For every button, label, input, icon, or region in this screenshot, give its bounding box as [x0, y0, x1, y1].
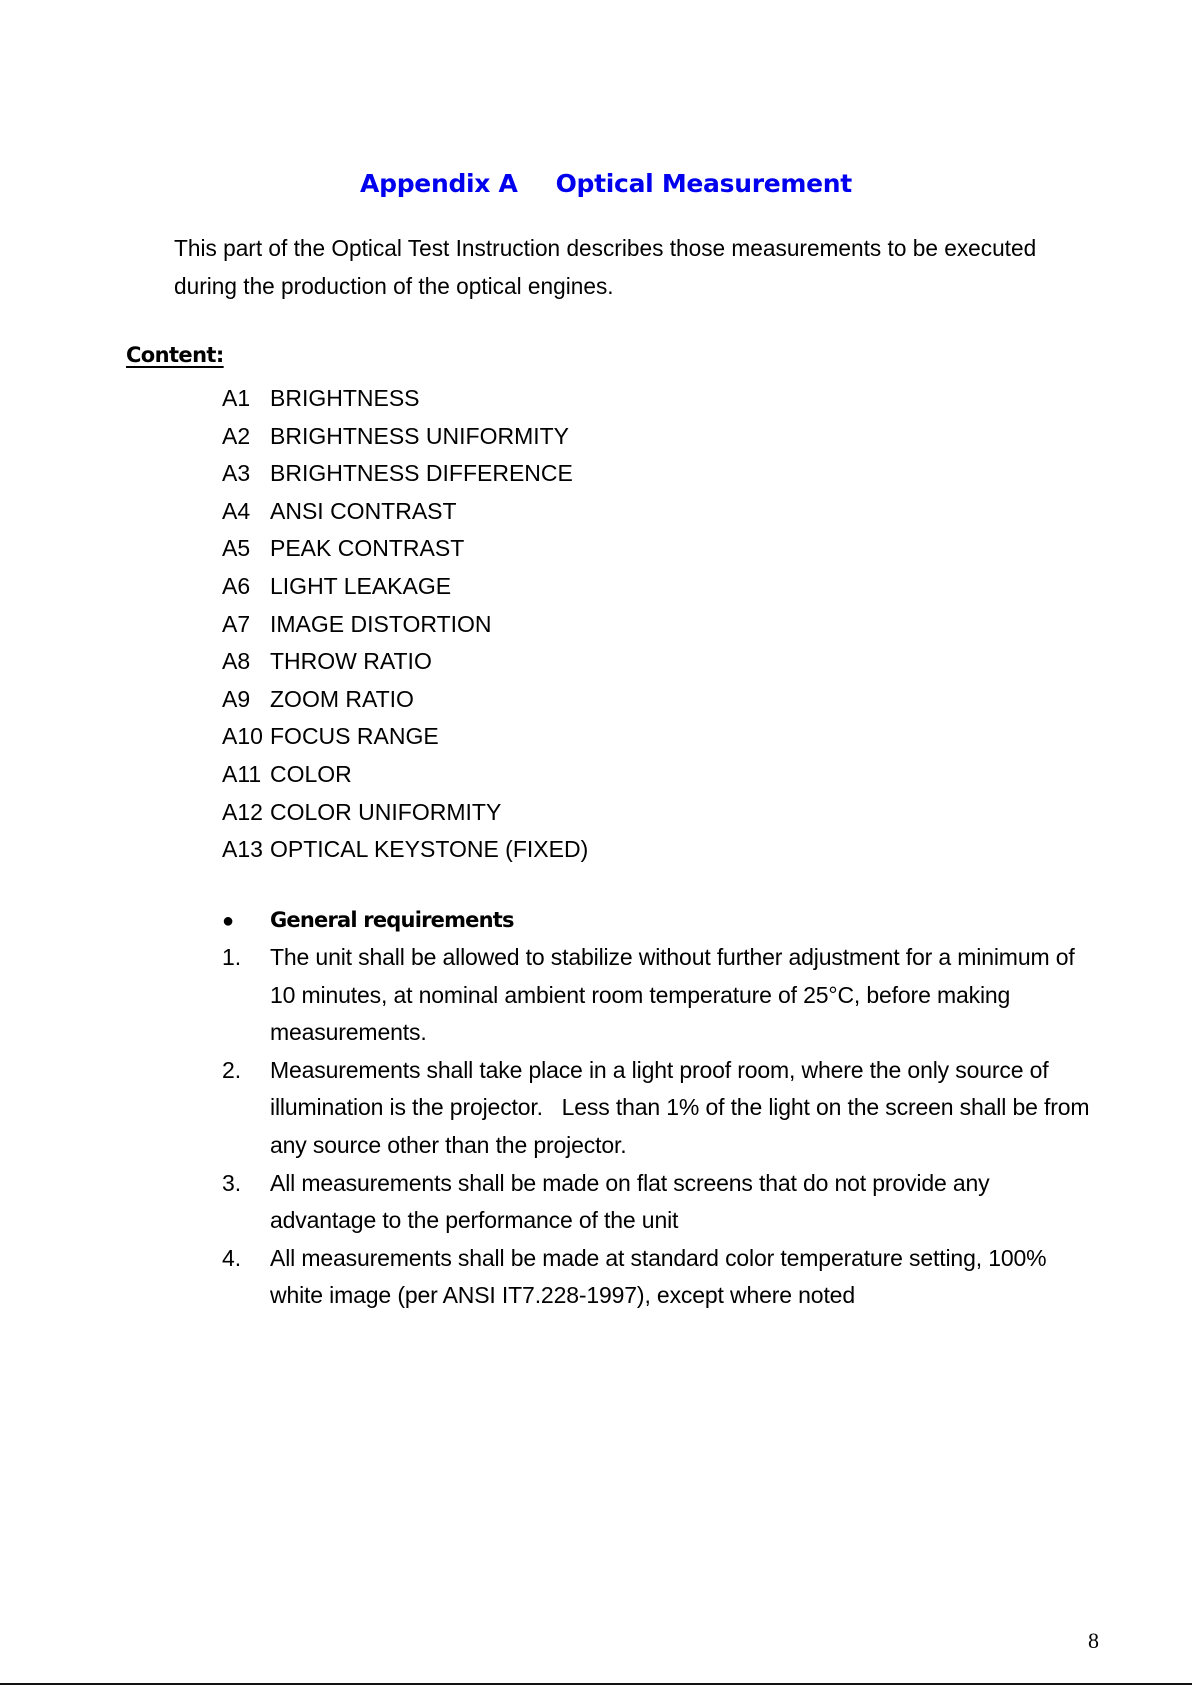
requirement-item: 1. The unit shall be allowed to stabilize without further adjustment for a minimum of 10 minutes, at nominal ambient room temperature of 25°C, before making measurements.: [222, 944, 1075, 1046]
toc-item: A6 LIGHT LEAKAGE: [222, 572, 452, 599]
requirements-list: [222, 939, 1096, 1315]
page-number: 8: [1088, 1628, 1099, 1653]
toc-item: A9 ZOOM RATIO: [222, 685, 414, 712]
content-heading: Content:: [126, 343, 224, 367]
toc-item: A8 THROW RATIO: [222, 648, 432, 675]
toc-item: A4 ANSI CONTRAST: [222, 497, 457, 524]
toc-item: A3 BRIGHTNESS DIFFERENCE: [222, 460, 573, 487]
toc-item: A10 FOCUS RANGE: [222, 723, 439, 750]
table-of-contents: [222, 380, 588, 869]
general-requirements-heading: ● General requirements: [222, 902, 514, 941]
toc-item: A2 BRIGHTNESS UNIFORMITY: [222, 422, 570, 449]
appendix-title: Optical Measurement: [555, 168, 852, 198]
toc-item: A11 COLOR: [222, 760, 352, 787]
bullet-icon: ●: [222, 910, 235, 932]
requirement-item: 4. All measurements shall be made at standard color temperature setting, 100% white image (per ANSI IT7.228-1997), except where noted: [222, 1244, 1047, 1309]
page-title: [0, 169, 1192, 198]
requirement-item: 2. Measurements shall take place in a light proof room, where the only source of illumination is the projector. Less than 1% of the light on the screen shall be from any source other than the projector.: [222, 1056, 1096, 1158]
toc-item: A13 OPTICAL KEYSTONE (FIXED): [222, 836, 589, 863]
toc-item: A7 IMAGE DISTORTION: [222, 610, 492, 637]
toc-item: A1 BRIGHTNESS: [222, 385, 420, 411]
toc-item: A5 PEAK CONTRAST: [222, 535, 465, 562]
appendix-label: Appendix A: [360, 168, 518, 198]
intro-paragraph: This part of the Optical Test Instruction describes those measurements to be executed during the production of the optical engines.: [174, 235, 1037, 299]
requirement-item: 3. All measurements shall be made on flat screens that do not provide any advantage to the performance of the unit: [222, 1169, 990, 1234]
toc-item: A12 COLOR UNIFORMITY: [222, 798, 502, 825]
